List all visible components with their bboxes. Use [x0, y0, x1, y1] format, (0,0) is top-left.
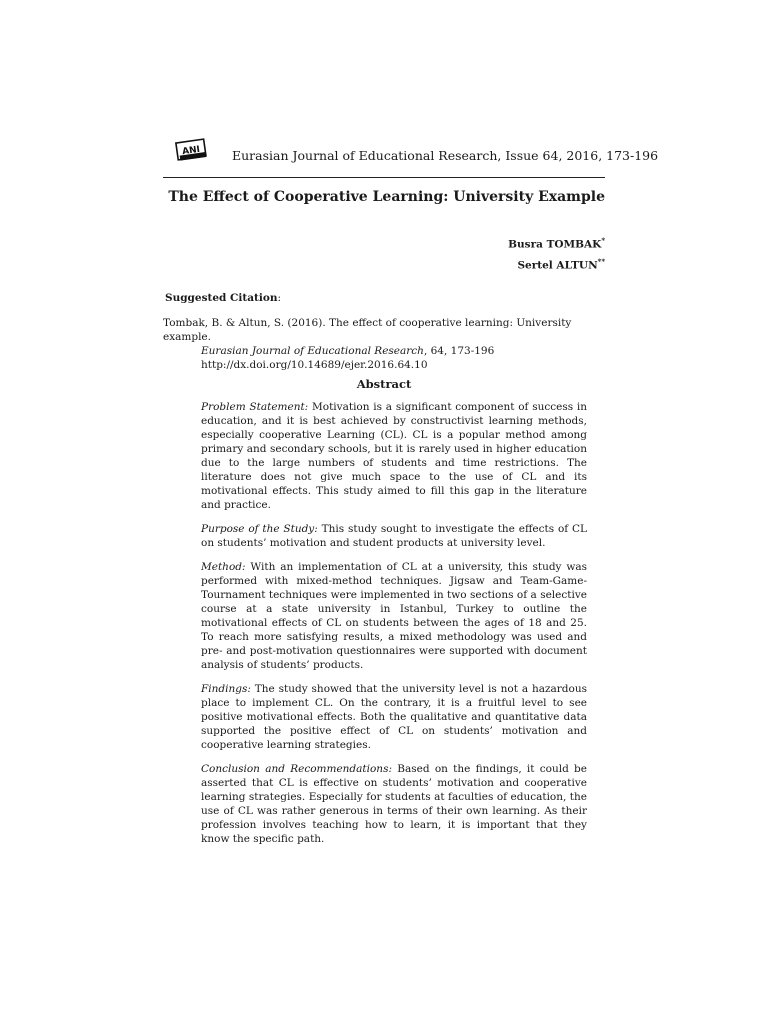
author-footnote-mark: ** — [597, 257, 605, 266]
citation-source — [163, 344, 605, 358]
section-text: The study showed that the university level is not a hazardous place to implement CL. On the contrary, it is a fruitful level to see positive motivational effects. Both the qualitative and quantitative data supported the positive effect of CL on students’ motivation and cooperative learning strategies. — [201, 683, 587, 751]
abstract-purpose — [201, 522, 587, 550]
abstract-heading: Abstract — [356, 377, 412, 391]
section-text: Motivation is a significant component of success in education, and it is best achieved by constructivist learning methods, especially cooperative Learning (CL). CL is a popular method among primary and secondary schools, but it is rarely used in higher education due to the large numbers of students and time restrictions. The literature does not give much space to the use of CL and its motivational effects. This study aimed to fill this gap in the literature and practice. — [201, 401, 587, 511]
citation-volume-pages: , 64, 173-196 — [423, 345, 495, 357]
citation-heading-colon: : — [277, 292, 282, 304]
section-label: Method: — [201, 561, 246, 573]
abstract-conclusion — [201, 762, 587, 846]
suggested-citation — [163, 316, 605, 372]
journal-header: Eurasian Journal of Educational Research, Issue 64, 2016, 173-196 — [232, 148, 659, 163]
section-label: Conclusion and Recommendations: — [201, 763, 392, 775]
abstract-method — [201, 560, 587, 672]
journal-logo — [175, 138, 209, 162]
citation-journal: Eurasian Journal of Educational Research — [201, 345, 424, 357]
section-text: Based on the findings, it could be asserted that CL is effective on students’ motivation and cooperative learning strategies. Especially for students at faculties of education, the use of CL was rather generous in terms of their own learning. As their profession involves teaching how to learn, it is important that they know the specific path. — [201, 763, 587, 845]
paper-title: The Effect of Cooperative Learning: University Example — [168, 189, 605, 205]
author-name: Busra TOMBAK — [508, 238, 602, 251]
citation-doi: http://dx.doi.org/10.14689/ejer.2016.64.10 — [201, 359, 428, 371]
abstract-problem-statement — [201, 400, 587, 512]
citation-line: Tombak, B. & Altun, S. (2016). The effect of cooperative learning: University example. — [163, 317, 572, 343]
logo-text: ANI — [181, 144, 201, 158]
section-label: Findings: — [201, 683, 251, 695]
author-footnote-mark: * — [601, 236, 605, 245]
section-label: Purpose of the Study: — [201, 523, 318, 535]
section-label: Problem Statement: — [201, 401, 309, 413]
author-1 — [508, 236, 605, 251]
abstract-findings — [201, 682, 587, 752]
section-text: With an implementation of CL at a university, this study was performed with mixed-method techniques. Jigsaw and Team-Game-Tournament techniques were implemented in two sections of a selective course at a state university in Istanbul, Turkey to outline the motivational effects of CL on students between the ages of 18 and 25. To reach more satisfying results, a mixed methodology was used and pre- and post-motivation questionnaires were supported with document analysis of students’ products. — [201, 561, 587, 671]
section-text: This study sought to investigate the effects of CL on students’ motivation and student products at university level. — [201, 523, 587, 549]
abstract-body — [201, 400, 587, 856]
header-rule — [163, 177, 605, 178]
author-name: Sertel ALTUN — [517, 259, 598, 272]
journal-logo-icon — [175, 138, 209, 162]
author-2 — [517, 257, 605, 272]
citation-heading-text: Suggested Citation — [165, 292, 278, 304]
citation-heading — [165, 292, 281, 304]
